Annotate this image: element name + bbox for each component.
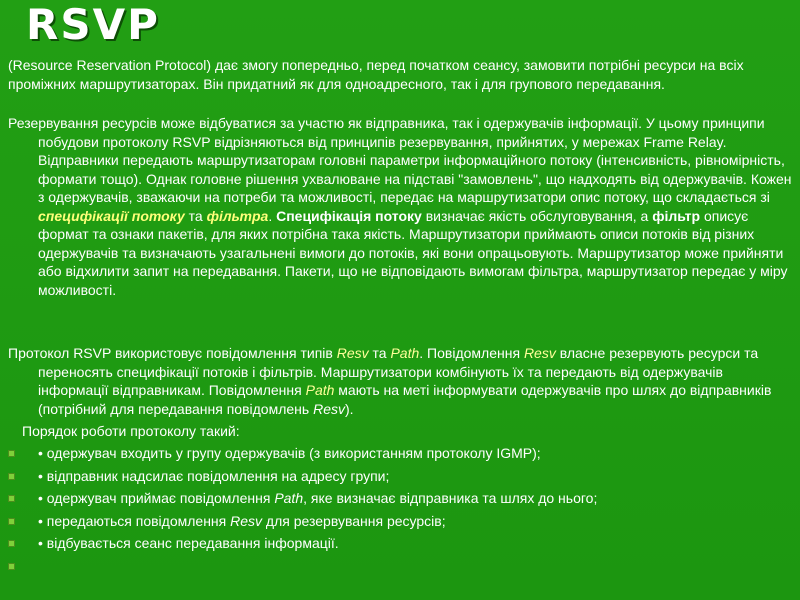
reservation-paragraph (8, 114, 792, 299)
text-span: . Повідомлення (419, 345, 524, 361)
text-span: Резервування ресурсів може відбуватися за участю як відправника, так і одержувачів інформації. У цьому принципи побудови протоколу RSVP відрізняються від принципів резервування, прийнятих, у мережах Frame Relay. Відправники передають маршрутизаторам головні параметри інформаційного потоку (інтенсивність, рівномірність, формати тощо). Однак головне рішення ухвалюване на підставі "замовлень", що надходять від одержувачів. Кожен з одержувачів, зважаючи на потреби та можливості, передає на маршрутизатори опис потоку, що складається зі (8, 115, 792, 205)
text-span: Протокол RSVP використовує повідомлення типів (8, 345, 337, 361)
text-span: . (268, 207, 277, 224)
text-span: ). (344, 400, 354, 417)
flow-spec-bold: Специфікація потоку (276, 207, 422, 224)
steps-list (8, 442, 597, 555)
text-span: визначає якість обслуговування, а (421, 207, 653, 224)
messages-paragraph (8, 344, 792, 418)
resv-term: Resv (523, 345, 556, 361)
text-span: • одержувач приймає повідомлення (38, 490, 275, 507)
filter-bold: фільтр (652, 207, 701, 224)
path-term: Path (390, 345, 420, 361)
text-span: мають на меті інформувати одержувачів про шлях до відправників (потрібний для передавання повідомлень (38, 382, 772, 417)
text-span: • передаються повідомлення (38, 512, 231, 529)
square-bullet-icon (8, 495, 15, 502)
path-term: Path (305, 382, 335, 398)
path-term: Path (274, 490, 304, 507)
slide-title: RSVP (26, 0, 160, 49)
list-item (8, 532, 597, 555)
resv-term: Resv (313, 400, 345, 417)
flow-spec-term: специфікації потоку (38, 207, 185, 224)
square-bullet-icon (8, 563, 15, 570)
square-bullet-icon (8, 540, 15, 547)
filter-term: фільтра (206, 207, 269, 224)
intro-paragraph: (Resource Reservation Protocol) дає змогу попередньо, перед початком сеансу, замовити потрібні ресурси на всіх проміжних маршрутизаторах. Він придатний як для одноадресного, так і для групового передавання. (8, 57, 744, 92)
list-item (8, 510, 597, 533)
square-bullet-icon (8, 450, 15, 457)
text-span: , яке визначає відправника та шлях до нього; (303, 490, 598, 507)
square-bullet-icon (8, 518, 15, 525)
resv-term: Resv (230, 512, 263, 529)
square-bullet-icon (8, 473, 15, 480)
text-span: описує формат та ознаки пакетів, для яких потрібна така якість. Маршрутизатори приймають описи потоків від різних одержувачів та визначають узагальнені вимоги до потоків, які вони опрацьовують. Маршрутизатор може прийняти або відхилити запит на передавання. Пакети, що не відповідають вимогам фільтра, маршрутизатор передає у міру можливості. (38, 207, 788, 298)
text-span: для резервування ресурсів; (262, 512, 446, 529)
text-span: власне резервують ресурси та переносять специфікації потоків і фільтрів. Маршрутизатори комбінують їх та передають від одержувачів інформації відправникам. Повідомлення (38, 345, 759, 398)
order-heading: Порядок роботи протоколу такий: (22, 423, 240, 439)
text-span: та (184, 207, 207, 224)
text-span: та (368, 345, 391, 361)
text-span: • відбувається сеанс передавання інформації. (38, 535, 339, 552)
text-span: • одержувач входить у групу одержувачів (з використанням протоколу IGMP); (38, 445, 541, 461)
resv-term: Resv (336, 345, 369, 361)
list-item (8, 487, 597, 510)
list-item (8, 465, 597, 488)
list-item (8, 442, 597, 465)
text-span: • відправник надсилає повідомлення на адресу групи; (38, 467, 390, 484)
